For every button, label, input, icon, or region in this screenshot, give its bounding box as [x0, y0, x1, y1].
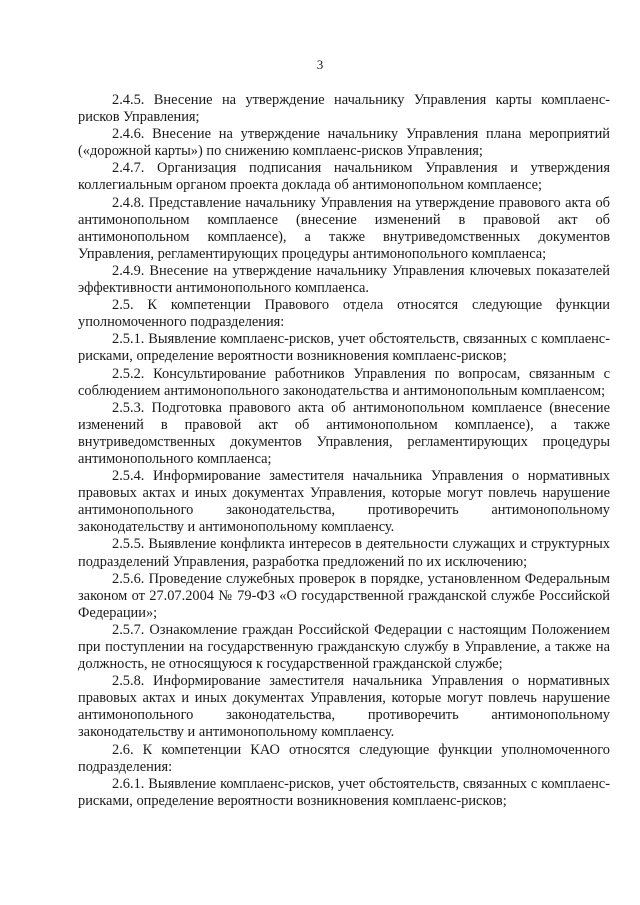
paragraph-2-4-5: 2.4.5. Внесение на утверждение начальнику Управления карты комплаенс-рисков Управления; — [78, 92, 610, 126]
paragraph-2-4-6: 2.4.6. Внесение на утверждение начальнику Управления плана мероприятий («дорожной карты») по снижению комплаенс-рисков Управления; — [78, 126, 610, 160]
paragraph-2-5-4: 2.5.4. Информирование заместителя начальника Управления о нормативных правовых актах и иных документах Управления, которые могут повлечь нарушение антимонопольного законодательства, противоречить антимонопольному законодательству и антимонопольному комплаенсу. — [78, 468, 610, 536]
paragraph-2-6: 2.6. К компетенции КАО относятся следующие функции уполномоченного подразделения: — [78, 741, 610, 775]
paragraph-2-5-1: 2.5.1. Выявление комплаенс-рисков, учет обстоятельств, связанных с комплаенс-рисками, определение вероятности возникновения комплаенс-рисков; — [78, 331, 610, 365]
paragraph-2-6-1: 2.6.1. Выявление комплаенс-рисков, учет обстоятельств, связанных с комплаенс-рисками, определение вероятности возникновения комплаенс-рисков; — [78, 775, 610, 809]
page-number: 3 — [316, 57, 324, 72]
paragraph-2-5-6: 2.5.6. Проведение служебных проверок в порядке, установленном Федеральным законом от 27.07.2004 № 79-ФЗ «О государственной гражданской службе Российской Федерации»; — [78, 570, 610, 621]
document-body — [78, 92, 610, 810]
paragraph-2-5-7: 2.5.7. Ознакомление граждан Российской Федерации с настоящим Положением при поступлении на государственную гражданскую службу в Управление, а также на должность, не относящуюся к государственной гражданской службе; — [78, 621, 610, 673]
paragraph-2-5-8: 2.5.8. Информирование заместителя начальника Управления о нормативных правовых актах и иных документах Управления, которые могут повлечь нарушение антимонопольного законодательства, противоречить антимонопольному законодательству и антимонопольному комплаенсу. — [78, 673, 610, 741]
paragraph-2-5-3: 2.5.3. Подготовка правового акта об антимонопольном комплаенсе (внесение изменений в правовой акт об антимонопольном комплаенсе), а также внутриведомственных документов Управления, регламентирующих процедуры антимонопольного комплаенса; — [78, 399, 610, 467]
paragraph-2-5-2: 2.5.2. Консультирование работников Управления по вопросам, связанным с соблюдением антимонопольного законодательства и антимонопольным комплаенсом; — [78, 365, 610, 399]
paragraph-2-5-5: 2.5.5. Выявление конфликта интересов в деятельности служащих и структурных подразделений Управления, разработка предложений по их исключению; — [78, 536, 610, 570]
paragraph-2-5: 2.5. К компетенции Правового отдела относятся следующие функции уполномоченного подразделения: — [78, 297, 610, 331]
paragraph-2-4-9: 2.4.9. Внесение на утверждение начальнику Управления ключевых показателей эффективности антимонопольного комплаенса. — [78, 262, 610, 297]
paragraph-2-4-8: 2.4.8. Представление начальнику Управления на утверждение правового акта об антимонопольном комплаенсе (внесение изменений в правовой акт об антимонопольном комплаенсе), а также внутриведомственных документов Управления, регламентирующих процедуры антимонопольного комплаенса; — [78, 194, 610, 262]
paragraph-2-4-7: 2.4.7. Организация подписания начальником Управления и утверждения коллегиальным органом проекта доклада об антимонопольном комплаенсе; — [78, 160, 610, 194]
